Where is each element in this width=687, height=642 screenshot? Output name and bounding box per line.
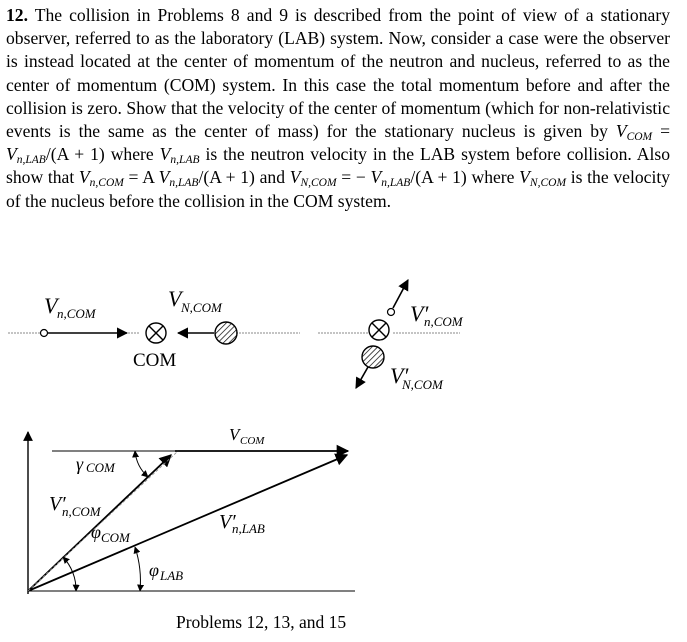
diag-phi-com-sub: COM bbox=[101, 530, 130, 545]
eq3-rest: /(A + 1) where bbox=[410, 167, 520, 188]
v-Ncom-subscript: N,COM bbox=[300, 177, 337, 190]
equals-1: = bbox=[652, 121, 670, 142]
figure-caption: Problems 12, 13, and 15 bbox=[176, 612, 347, 632]
phi-lab-arc bbox=[135, 547, 140, 591]
nucleus-before bbox=[215, 322, 237, 344]
v-nlab-symbol-3: V bbox=[158, 167, 170, 188]
diag-gamma-sub: COM bbox=[86, 460, 115, 475]
v-Ncom-symbol-2: V bbox=[519, 167, 530, 188]
v-nlab-symbol-4: V bbox=[370, 167, 382, 188]
neutron-after-arrow bbox=[393, 280, 408, 308]
before-vN-sub: N,COM bbox=[181, 300, 222, 315]
before-vN-label: V bbox=[168, 286, 182, 311]
equals-2: = A bbox=[123, 167, 159, 188]
v-nlab-subscript: n,LAB bbox=[16, 154, 46, 167]
gamma-arc bbox=[135, 451, 148, 477]
v-com-symbol: V bbox=[615, 121, 627, 142]
diag-vcom-sub: COM bbox=[240, 435, 265, 447]
diag-vnlab-label: V′ bbox=[219, 511, 236, 533]
problem-text-part-2: is the neutron velocity in the LAB system before collision. Also show that bbox=[6, 144, 670, 188]
diag-phi-lab-sub: LAB bbox=[160, 568, 184, 583]
v-Ncom-subscript-2: N,COM bbox=[529, 177, 567, 190]
diag-vcom-label: V bbox=[229, 425, 240, 444]
v-nlab-subscript-2: n,LAB bbox=[170, 154, 200, 167]
neutron-after bbox=[388, 309, 395, 316]
eq2-rest: /(A + 1) and bbox=[198, 167, 290, 188]
after-vn-label: V′ bbox=[410, 301, 429, 326]
nucleus-after bbox=[362, 346, 384, 368]
after-vn-sub: n,COM bbox=[424, 314, 463, 329]
diag-vn-label: V′ bbox=[49, 493, 66, 515]
v-nlab-subscript-3: n,LAB bbox=[169, 177, 199, 190]
diag-gamma-label: γ bbox=[76, 454, 84, 474]
equals-3: = − bbox=[336, 167, 371, 188]
v-ncom-subscript: n,COM bbox=[89, 177, 124, 190]
problem-number: 12. bbox=[6, 5, 28, 25]
neutron-before bbox=[41, 330, 48, 337]
diag-phi-lab-label: φ bbox=[149, 560, 159, 580]
diag-phi-com-label: φ bbox=[91, 522, 101, 542]
diag-vn-sub: n,COM bbox=[62, 504, 101, 519]
after-vN-sub: N,COM bbox=[402, 377, 443, 392]
v-nlab-symbol-2: V bbox=[159, 144, 171, 165]
vn-lab-vector bbox=[28, 455, 347, 591]
com-label: COM bbox=[133, 350, 177, 371]
diag-vnlab-sub: n,LAB bbox=[232, 521, 265, 536]
nucleus-after-arrow bbox=[356, 367, 368, 388]
after-vN-label: V′ bbox=[390, 363, 409, 388]
problem-text-part-1: The collision in Problems 8 and 9 is described from the point of view of a stationary observer, referred to as the laboratory (LAB) system. Now, consider a case were the observer is instead located at the center of momentum of the neutron and nucleus, referred to as the center of momentum (COM) system. In this case the total momentum before and after the collision is zero. Show that the velocity of the center of momentum (which for non-relativistic events is the same as the center of mass) for the stationary nucleus is given by bbox=[6, 5, 670, 142]
v-Ncom-symbol: V bbox=[289, 167, 301, 188]
v-ncom-symbol: V bbox=[78, 167, 90, 188]
v-nlab-subscript-4: n,LAB bbox=[381, 177, 411, 190]
v-nlab-symbol: V bbox=[6, 144, 17, 165]
before-vn-label: V bbox=[44, 293, 58, 318]
v-com-subscript: COM bbox=[626, 131, 653, 144]
problem-text-part-3: is the velocity of the nucleus before the collision in the COM system. bbox=[6, 167, 671, 211]
before-vn-sub: n,COM bbox=[57, 306, 96, 321]
eq1-rest: /(A + 1) where bbox=[45, 144, 160, 165]
